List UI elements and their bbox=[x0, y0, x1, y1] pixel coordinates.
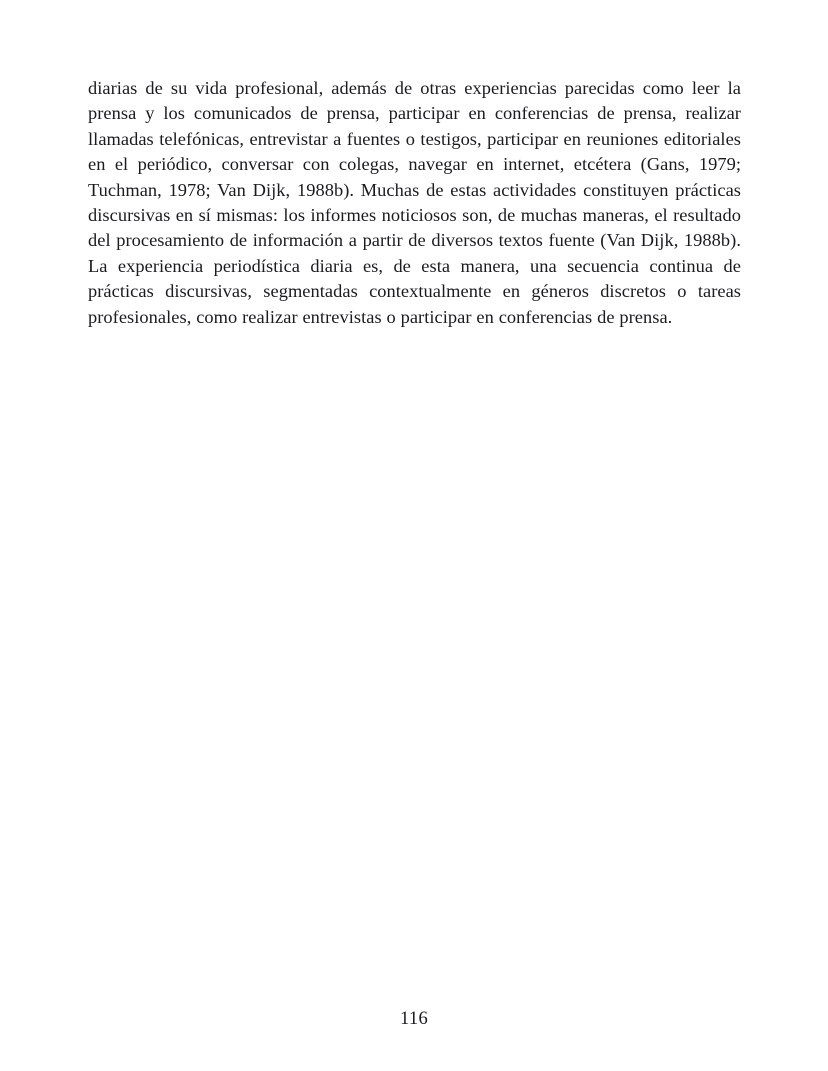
body-paragraph: diarias de su vida profesional, además de otras experiencias parecidas como leer la prensa y los comunicados de prensa, participar en conferencias de prensa, realizar llamadas telefónicas, entrevistar a fuentes o testigos, participar en reuniones editoriales en el periódico, conversar con colegas, navegar en internet, etcétera (Gans, 1979; Tuchman, 1978; Van Dijk, 1988b). Muchas de estas actividades constituyen prácticas discursivas en sí mismas: los informes noticiosos son, de muchas maneras, el resultado del procesamiento de información a partir de diversos textos fuente (Van Dijk, 1988b). La experiencia periodística diaria es, de esta manera, una secuencia continua de prácticas discursivas, segmentadas contextualmente en géneros discretos o tareas profesionales, como realizar entrevistas o participar en conferencias de prensa. bbox=[88, 78, 741, 327]
page-content bbox=[88, 76, 741, 330]
page-number: 116 bbox=[399, 1008, 429, 1029]
page-footer bbox=[0, 1006, 828, 1032]
